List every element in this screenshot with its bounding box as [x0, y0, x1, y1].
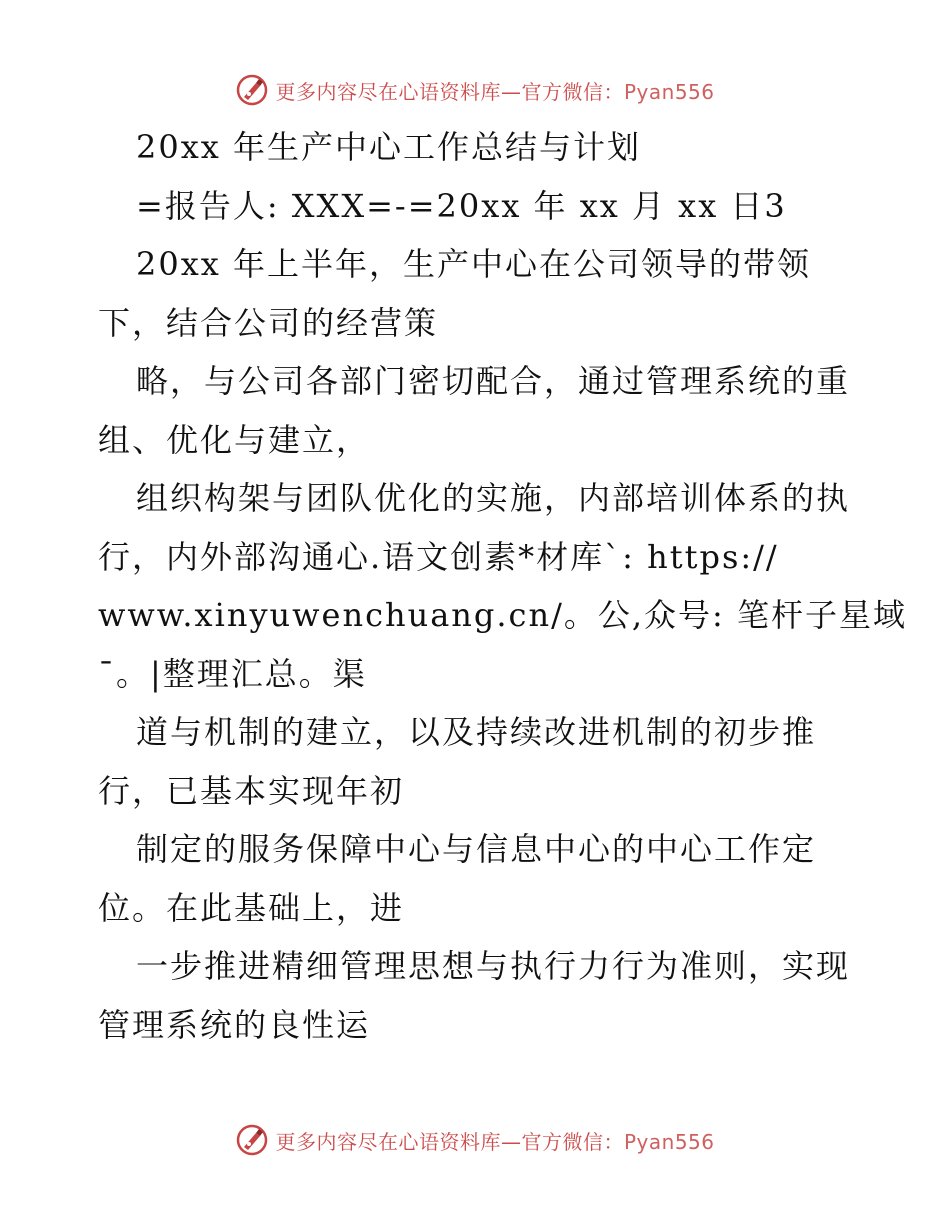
text-line: 行，内外部沟通心.语文创素*材库`: https:// [98, 537, 779, 576]
text-line: 下，结合公司的经营策 [98, 303, 439, 342]
text-line: 道与机制的建立，以及持续改进机制的初步推 [136, 713, 817, 751]
text-line: 位。在此基础上，进 [98, 888, 405, 927]
document-body [98, 118, 907, 1054]
text-line: ¯。|整理汇总。渠 [98, 654, 367, 693]
footer-banner [0, 1120, 950, 1160]
text-line: 组织构架与团队优化的实施，内部培训体系的执 [136, 479, 851, 517]
text-line: 管理系统的良性运 [98, 1005, 371, 1044]
text-line: 20xx 年上半年，生产中心在公司领导的带领 [136, 245, 811, 283]
text-line: 行，已基本实现年初 [98, 771, 405, 810]
text-line: =报告人: XXX=-=20xx 年 xx 月 xx 日3 [136, 186, 787, 225]
header-banner-inner [235, 73, 714, 107]
footer-banner-text: 更多内容尽在心语资料库—官方微信：Pyan556 [275, 1129, 715, 1154]
header-banner-text: 更多内容尽在心语资料库—官方微信：Pyan556 [275, 79, 715, 104]
header-banner-handle: Pyan556 [623, 79, 715, 104]
text-line: 略，与公司各部门密切配合，通过管理系统的重 [136, 362, 851, 400]
pen-nib-logo-icon [235, 1123, 269, 1157]
text-line: 20xx 年生产中心工作总结与计划 [136, 128, 641, 166]
text-line: 组、优化与建立， [98, 420, 371, 459]
footer-banner-inner [235, 1123, 714, 1157]
header-banner [0, 70, 950, 110]
pen-nib-logo-icon [235, 73, 269, 107]
text-line: 制定的服务保障中心与信息中心的中心工作定 [136, 830, 817, 868]
footer-banner-handle: Pyan556 [623, 1129, 715, 1154]
text-line: 一步推进精细管理思想与执行力行为准则，实现 [136, 947, 851, 985]
text-line: www.xinyuwenchuang.cn/。公,众号: 笔杆子星域 [98, 596, 907, 634]
